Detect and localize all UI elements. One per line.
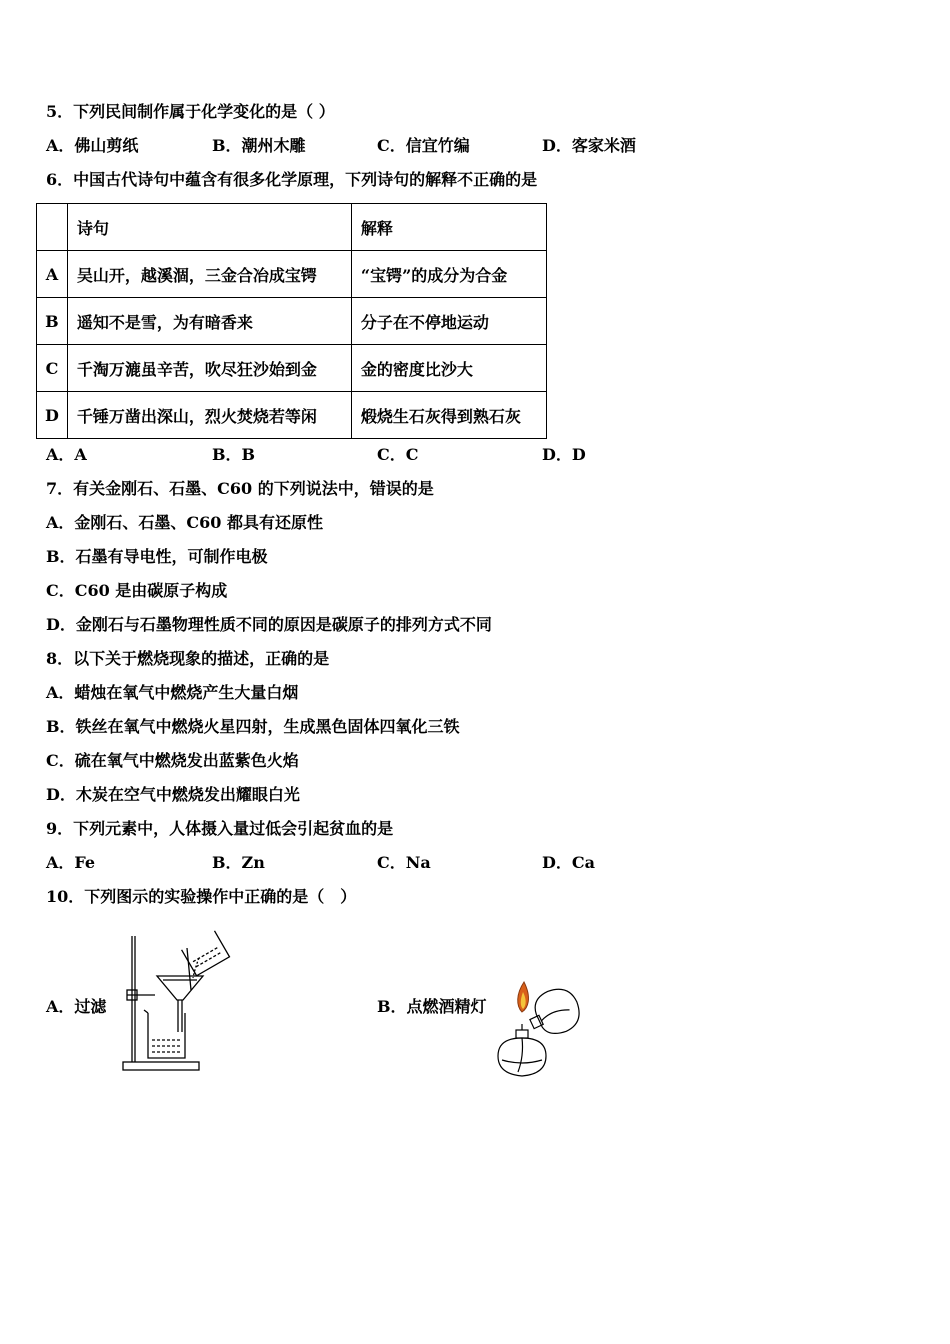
q9-option-a: A．Fe <box>46 853 96 872</box>
q6-option-b: B．B <box>212 445 256 464</box>
alcohol-lamp-figure <box>488 976 588 1082</box>
q5-option-a: A．佛山剪纸 <box>46 136 139 155</box>
q8-option-a: A．蜡烛在氧气中燃烧产生大量白烟 <box>46 683 299 702</box>
row-poem: 千淘万漉虽辛苦，吹尽狂沙始到金 <box>67 345 351 392</box>
row-key: B <box>37 298 68 345</box>
table-row <box>37 392 547 439</box>
row-poem: 遥知不是雪，为有暗香来 <box>67 298 351 345</box>
q6-option-d: D．D <box>542 445 586 464</box>
table-row <box>37 251 547 298</box>
q8-stem: 8．以下关于燃烧现象的描述，正确的是 <box>46 649 330 668</box>
q9-option-c: C．Na <box>377 853 431 872</box>
header-explain-cell: 解释 <box>351 204 546 251</box>
q6-option-c: C．C <box>377 445 419 464</box>
beaker <box>148 1013 185 1058</box>
row-key: C <box>37 345 68 392</box>
q5-option-d: D．客家米酒 <box>542 136 636 155</box>
poem-table <box>36 203 547 439</box>
table-header-row <box>37 204 547 251</box>
header-key-cell <box>37 204 68 251</box>
header-poem-cell: 诗句 <box>67 204 351 251</box>
q5-option-c: C．信宜竹编 <box>377 136 470 155</box>
q7-option-d: D．金刚石与石墨物理性质不同的原因是碳原子的排列方式不同 <box>46 615 492 634</box>
q6-option-a: A．A <box>46 445 87 464</box>
q8-option-c: C．硫在氧气中燃烧发出蓝紫色火焰 <box>46 751 299 770</box>
q7-option-c: C．C60 是由碳原子构成 <box>46 581 228 600</box>
row-explain: 金的密度比沙大 <box>351 345 546 392</box>
filtration-apparatus-figure <box>115 928 240 1076</box>
row-key: D <box>37 392 68 439</box>
q7-stem: 7．有关金刚石、石墨、C60 的下列说法中，错误的是 <box>46 479 434 498</box>
table-row <box>37 298 547 345</box>
lamp-wick-holder <box>516 1030 528 1038</box>
q9-stem: 9．下列元素中，人体摄入量过低会引起贫血的是 <box>46 819 394 838</box>
row-explain: 分子在不停地运动 <box>351 298 546 345</box>
q6-stem: 6．中国古代诗句中蕴含有很多化学原理，下列诗句的解释不正确的是 <box>46 170 538 189</box>
row-poem: 吴山开，越溪涸，三金合冶成宝锷 <box>67 251 351 298</box>
q10-stem: 10．下列图示的实验操作中正确的是（ ） <box>46 887 357 906</box>
table-row <box>37 345 547 392</box>
stand-base <box>123 1062 199 1070</box>
q5-stem: 5．下列民间制作属于化学变化的是（ ） <box>46 102 335 121</box>
row-poem: 千锤万凿出深山，烈火焚烧若等闲 <box>67 392 351 439</box>
q9-option-d: D．Ca <box>542 853 595 872</box>
q7-option-a: A．金刚石、石墨、C60 都具有还原性 <box>46 513 323 532</box>
q10-option-a: A．过滤 <box>46 997 107 1016</box>
q5-option-b: B．潮州木雕 <box>212 136 306 155</box>
row-explain: 煅烧生石灰得到熟石灰 <box>351 392 546 439</box>
row-explain: “宝锷”的成分为合金 <box>351 251 546 298</box>
q9-option-b: B．Zn <box>212 853 265 872</box>
q10-option-b: B．点燃酒精灯 <box>377 997 487 1016</box>
q7-option-b: B．石墨有导电性，可制作电极 <box>46 547 268 566</box>
row-key: A <box>37 251 68 298</box>
q8-option-b: B．铁丝在氧气中燃烧火星四射，生成黑色固体四氧化三铁 <box>46 717 460 736</box>
q8-option-d: D．木炭在空气中燃烧发出耀眼白光 <box>46 785 300 804</box>
glass-rod <box>187 948 191 990</box>
